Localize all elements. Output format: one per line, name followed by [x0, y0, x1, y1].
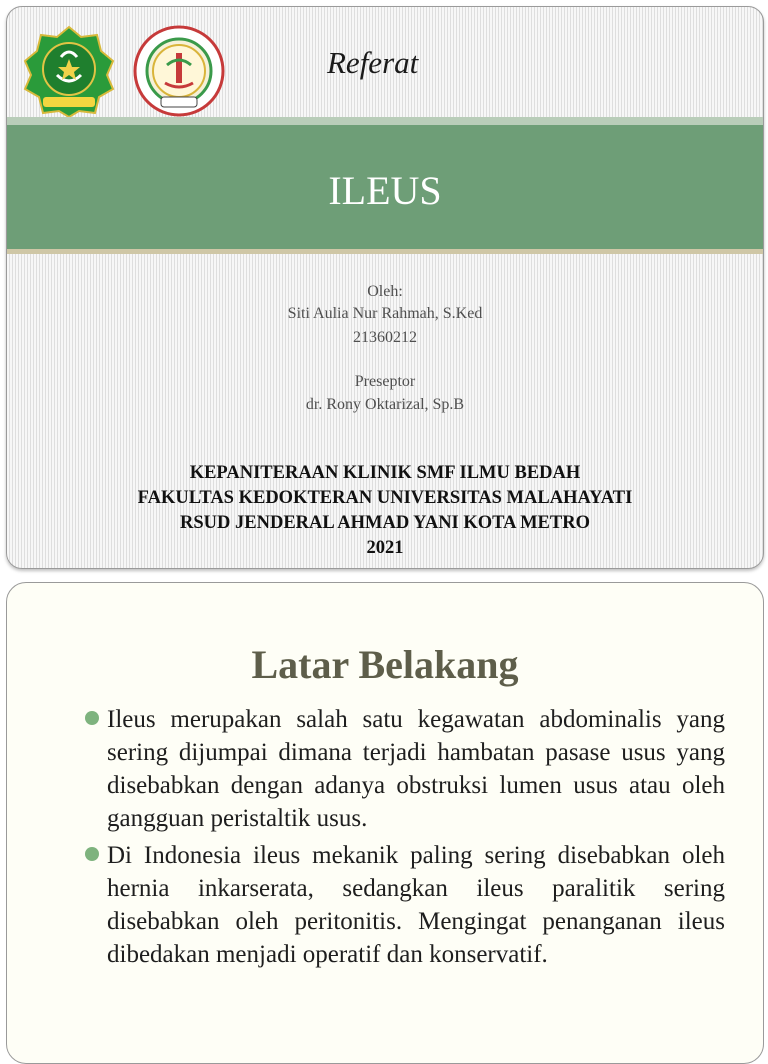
slide-heading: Latar Belakang: [251, 642, 519, 687]
title-slide: [6, 6, 764, 569]
oleh-label: Oleh:: [367, 283, 403, 300]
bullet-text: Di Indonesia ileus mekanik paling sering disebabkan oleh hernia inkarserata, sedangkan ileus paralitik sering disebabkan oleh peritonitis. Mengingat penanganan ileus dibedakan menjadi operatif dan konservatif.: [107, 842, 725, 968]
preseptor-label: Preseptor: [354, 373, 416, 390]
bullet-item: [85, 839, 725, 971]
bullet-text: Ileus merupakan salah satu kegawatan abdominalis yang sering dijumpai dimana terjadi hambatan pasase usus yang disebabkan dengan adanya obstruksi lumen usus atau oleh gangguan peristaltik usus.: [107, 706, 725, 832]
content-slide: [6, 582, 764, 1064]
document-type: Referat: [327, 45, 419, 80]
title-band-accent: [7, 117, 763, 125]
year: 2021: [366, 538, 404, 558]
institution-line: KEPANITERAAN KLINIK SMF ILMU BEDAH: [189, 463, 581, 483]
rsud-ahmad-yani-logo: [133, 25, 225, 117]
bullet-list: [85, 703, 725, 975]
universitas-malahayati-logo: [23, 25, 115, 117]
bullet-dot-icon: [85, 711, 99, 725]
author-name: Siti Aulia Nur Rahmah, S.Ked: [287, 305, 483, 322]
preseptor-name: dr. Rony Oktarizal, Sp.B: [305, 396, 465, 413]
slide-title: ILEUS: [328, 168, 442, 213]
institution-line: FAKULTAS KEDOKTERAN UNIVERSITAS MALAHAYATI: [137, 488, 633, 508]
author-id: 21360212: [353, 329, 417, 346]
bullet-dot-icon: [85, 847, 99, 861]
institution-line: RSUD JENDERAL AHMAD YANI KOTA METRO: [180, 513, 590, 533]
bullet-item: [85, 703, 725, 835]
